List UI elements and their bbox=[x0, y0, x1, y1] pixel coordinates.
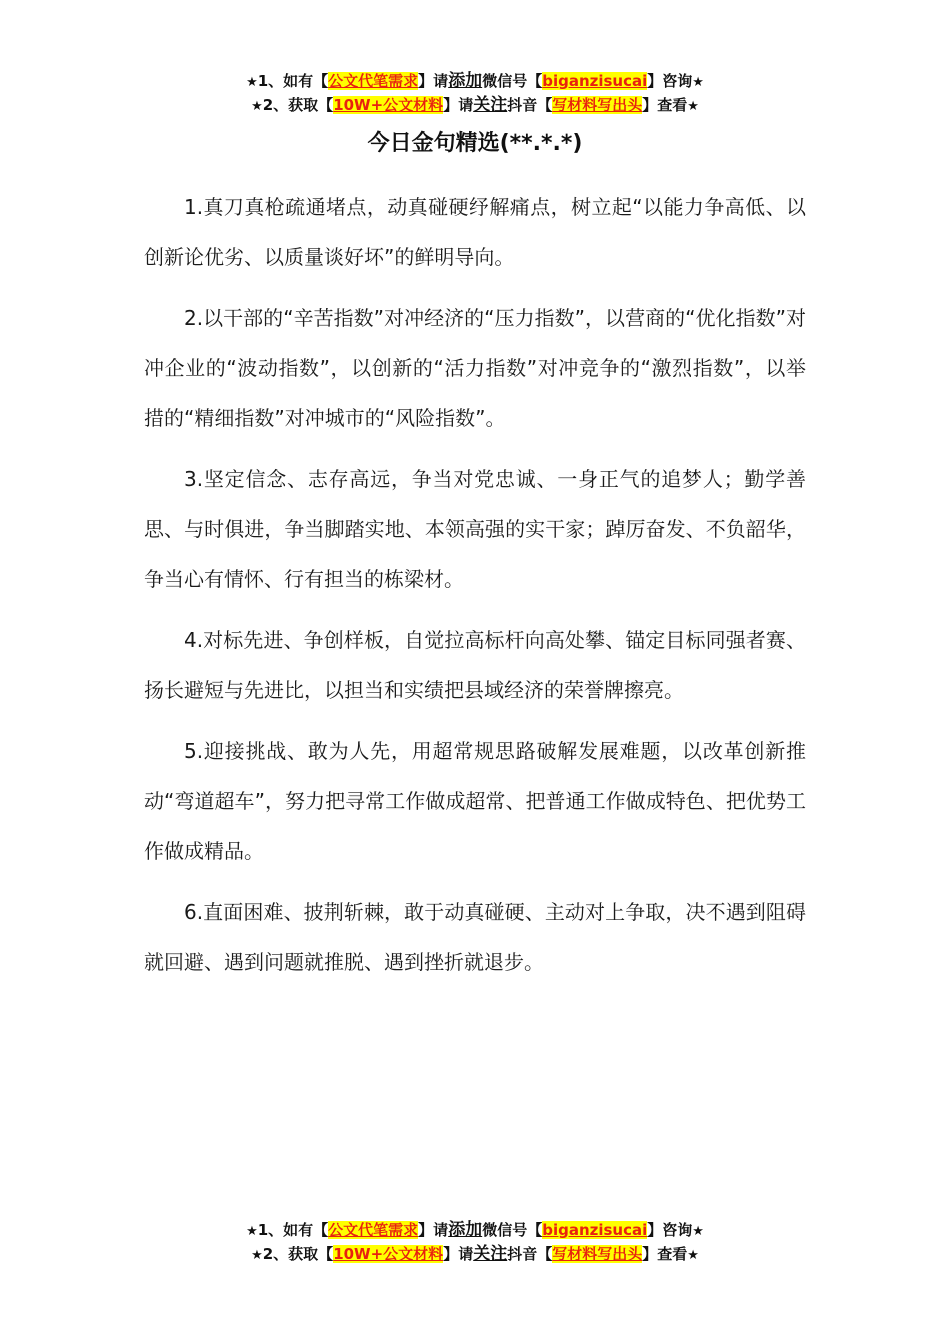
notice-text: 微信号【 bbox=[482, 72, 543, 90]
star-icon: ★ bbox=[692, 75, 704, 90]
notice-text: 】查看 bbox=[642, 1245, 688, 1263]
star-icon: ★ bbox=[246, 1224, 258, 1239]
notice-text: 2、获取【 bbox=[262, 96, 334, 114]
star-icon: ★ bbox=[687, 99, 699, 114]
paragraph-4: 4.对标先进、争创样板，自觉拉高标杆向高处攀、锚定目标同强者赛、扬长避短与先进比，以担当和实绩把县域经济的荣誉牌擦亮。 bbox=[144, 628, 806, 702]
notice-text: 抖音【 bbox=[507, 1245, 553, 1263]
footer-notice bbox=[0, 1218, 950, 1266]
star-icon: ★ bbox=[251, 99, 263, 114]
notice-highlight: 公文代笔需求 bbox=[328, 1221, 419, 1239]
notice-text: 】请 bbox=[443, 96, 474, 114]
star-icon: ★ bbox=[692, 1224, 704, 1239]
page-title: 今日金句精选(**.*.*) bbox=[367, 131, 583, 156]
paragraph-5: 5.迎接挑战、敢为人先，用超常规思路破解发展难题，以改革创新推动“弯道超车”，努力把寻常工作做成超常、把普通工作做成特色、把优势工作做成精品。 bbox=[144, 739, 806, 863]
notice-line-2 bbox=[0, 1242, 950, 1266]
paragraph-6: 6.直面困难、披荆斩棘，敢于动真碰硬、主动对上争取，决不遇到阻碍就回避、遇到问题就推脱、遇到挫折就退步。 bbox=[144, 900, 806, 974]
notice-text: 】请 bbox=[418, 72, 449, 90]
douyin-account: 写材料写出头 bbox=[552, 1245, 643, 1263]
notice-text: 2、获取【 bbox=[262, 1245, 334, 1263]
document-body bbox=[144, 182, 806, 998]
paragraph-1: 1.真刀真枪疏通堵点，动真碰硬纾解痛点，树立起“以能力争高低、以创新论优劣、以质量谈好坏”的鲜明导向。 bbox=[144, 195, 806, 269]
notice-text: 1、如有【 bbox=[257, 1221, 329, 1239]
notice-line-1 bbox=[0, 69, 950, 93]
wechat-id: biganzisucai bbox=[542, 1221, 648, 1239]
notice-text: 微信号【 bbox=[482, 1221, 543, 1239]
notice-line-1 bbox=[0, 1218, 950, 1242]
star-icon: ★ bbox=[246, 75, 258, 90]
notice-text: 抖音【 bbox=[507, 96, 553, 114]
notice-text: 1、如有【 bbox=[257, 72, 329, 90]
star-icon: ★ bbox=[251, 1248, 263, 1263]
notice-highlight: 10W+公文材料 bbox=[333, 96, 444, 114]
star-icon: ★ bbox=[687, 1248, 699, 1263]
notice-emphasis: 关注 bbox=[473, 1244, 508, 1264]
notice-text: 】请 bbox=[443, 1245, 474, 1263]
paragraph-3: 3.坚定信念、志存高远，争当对党忠诚、一身正气的追梦人；勤学善思、与时俱进，争当脚踏实地、本领高强的实干家；踔厉奋发、不负韶华，争当心有情怀、行有担当的栋梁材。 bbox=[144, 467, 806, 591]
header-notice bbox=[0, 69, 950, 117]
notice-text: 】咨询 bbox=[647, 72, 693, 90]
notice-highlight: 10W+公文材料 bbox=[333, 1245, 444, 1263]
notice-line-2 bbox=[0, 93, 950, 117]
notice-text: 】咨询 bbox=[647, 1221, 693, 1239]
notice-emphasis: 添加 bbox=[448, 1220, 483, 1240]
douyin-account: 写材料写出头 bbox=[552, 96, 643, 114]
paragraph-2: 2.以干部的“辛苦指数”对冲经济的“压力指数”，以营商的“优化指数”对冲企业的“波动指数”，以创新的“活力指数”对冲竞争的“激烈指数”，以举措的“精细指数”对冲城市的“风险指数”。 bbox=[144, 306, 806, 430]
wechat-id: biganzisucai bbox=[542, 72, 648, 90]
notice-emphasis: 关注 bbox=[473, 95, 508, 115]
notice-emphasis: 添加 bbox=[448, 71, 483, 91]
notice-text: 】查看 bbox=[642, 96, 688, 114]
notice-highlight: 公文代笔需求 bbox=[328, 72, 419, 90]
notice-text: 】请 bbox=[418, 1221, 449, 1239]
